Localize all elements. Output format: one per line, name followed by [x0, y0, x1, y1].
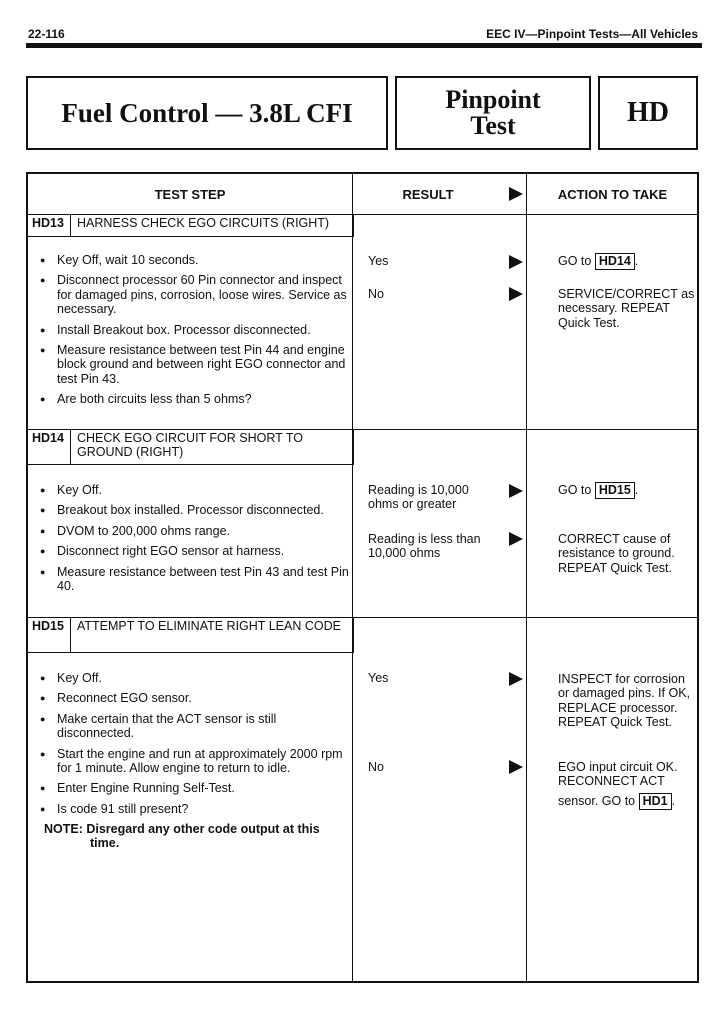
action-text: [558, 482, 698, 499]
step-header-hd14: [28, 429, 354, 465]
note-line: NOTE: Disregard any other code output at this: [44, 822, 320, 836]
step-code: HD13: [28, 214, 71, 236]
note-text: [44, 822, 350, 851]
result-text: No: [368, 760, 384, 774]
result-text: Reading is less than 10,000 ohms: [368, 532, 481, 561]
step-reference: HD15: [595, 482, 635, 499]
arrow-icon: [509, 187, 523, 201]
col-header-action: ACTION TO TAKE: [557, 186, 668, 202]
list-item: ● Key Off.: [40, 483, 352, 497]
step-header-hd15: [28, 617, 354, 653]
result-text: Reading is 10,000 ohms or greater: [368, 483, 469, 512]
step-code: HD14: [28, 429, 71, 464]
action-prefix: GO to: [558, 483, 592, 497]
action-suffix: .: [634, 483, 639, 497]
list-item: ● Enter Engine Running Self-Test.: [40, 781, 352, 795]
action-suffix: .: [634, 254, 639, 268]
list-item: ● Measure resistance between test Pin 44 and engine block ground and between right EGO connector and test Pin 43.: [40, 343, 352, 386]
test-code: HD: [627, 97, 669, 128]
list-item: ● DVOM to 200,000 ohms range.: [40, 524, 352, 538]
col-divider-1: [352, 174, 353, 981]
note-line: time.: [90, 836, 120, 851]
main-title-box: [26, 76, 388, 150]
page-number: 22-116: [28, 27, 65, 41]
main-title: Fuel Control — 3.8L CFI: [61, 97, 353, 128]
step-bullets-hd14: [40, 483, 352, 599]
arrow-icon: [509, 255, 523, 269]
list-item: ● Key Off.: [40, 671, 352, 685]
action-text: INSPECT for corrosion or damaged pins. If OK, REPLACE processor. REPEAT Quick Test.: [558, 672, 691, 730]
result-text: No: [368, 287, 384, 301]
step-header-hd13: [28, 214, 354, 237]
test-code-box: [598, 76, 698, 150]
pinpoint-test-label: Pinpoint Test: [445, 85, 541, 140]
list-item: ● Make certain that the ACT sensor is still disconnected.: [40, 712, 352, 741]
col-divider-2: [526, 174, 527, 981]
step-title: ATTEMPT TO ELIMINATE RIGHT LEAN CODE: [77, 619, 341, 633]
arrow-icon: [509, 484, 523, 498]
arrow-icon: [509, 760, 523, 774]
arrow-icon: [509, 287, 523, 301]
pinpoint-test-box: [395, 76, 591, 150]
step-title: CHECK EGO CIRCUIT FOR SHORT TO GROUND (RIGHT): [77, 431, 303, 460]
section-title: EEC IV—Pinpoint Tests—All Vehicles: [486, 27, 698, 41]
list-item: ● Breakout box installed. Processor disconnected.: [40, 503, 352, 517]
list-item: ● Measure resistance between test Pin 43 and test Pin 40.: [40, 565, 352, 594]
list-item: ● Reconnect EGO sensor.: [40, 691, 352, 705]
action-text: SERVICE/CORRECT as necessary. REPEAT Quick Test.: [558, 287, 695, 330]
action-text: [558, 760, 694, 810]
action-suffix: .: [671, 793, 676, 808]
action-prefix: sensor. GO to: [558, 793, 636, 808]
action-prefix: GO to: [558, 254, 592, 268]
action-text: [558, 253, 698, 270]
list-item: ● Install Breakout box. Processor disconnected.: [40, 323, 352, 337]
list-item: ● Start the engine and run at approximately 2000 rpm for 1 minute. Allow engine to return to idle.: [40, 747, 352, 776]
col-header-test-step: TEST STEP: [154, 186, 226, 202]
arrow-icon: [509, 672, 523, 686]
arrow-icon: [509, 532, 523, 546]
header-rule: [26, 43, 702, 48]
result-text: Yes: [368, 254, 389, 268]
step-bullets-hd13: [40, 253, 352, 412]
col-header-result: RESULT: [402, 186, 454, 202]
list-item: ● Disconnect processor 60 Pin connector and inspect for damaged pins, corrosion, loose wires. Service as necessary.: [40, 273, 352, 316]
action-line: EGO input circuit OK. RECONNECT ACT: [558, 760, 678, 789]
action-text: CORRECT cause of resistance to ground. REPEAT Quick Test.: [558, 532, 675, 575]
step-code: HD15: [28, 617, 71, 652]
list-item: ● Is code 91 still present?: [40, 802, 352, 816]
list-item: ● Key Off, wait 10 seconds.: [40, 253, 352, 267]
pinpoint-table: [26, 172, 699, 983]
result-text: Yes: [368, 671, 389, 685]
step-title: HARNESS CHECK EGO CIRCUITS (RIGHT): [77, 216, 330, 230]
action-line: [558, 793, 694, 810]
step-bullets-hd15: [40, 671, 352, 822]
step-reference: HD14: [595, 253, 635, 270]
list-item: ● Are both circuits less than 5 ohms?: [40, 392, 352, 406]
step-reference: HD1: [639, 793, 672, 810]
list-item: ● Disconnect right EGO sensor at harness.: [40, 544, 352, 558]
